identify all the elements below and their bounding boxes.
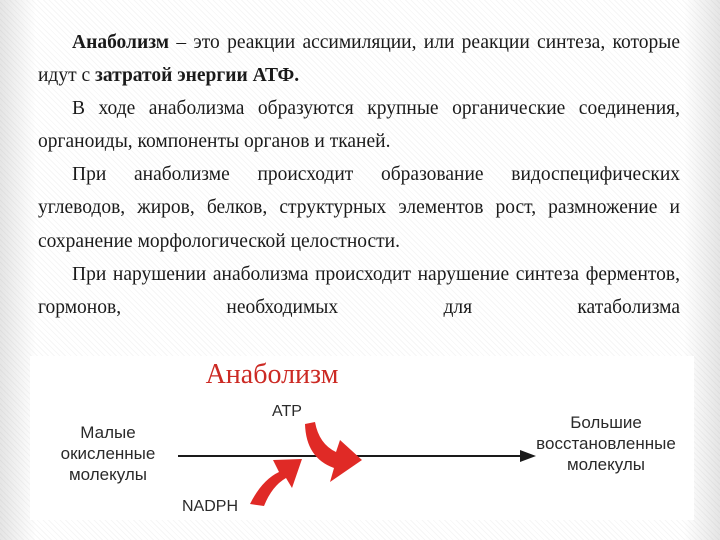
atp-curved-arrow [305,422,362,482]
term-anabolism: Анаболизм [72,32,170,53]
nadph-curved-arrow [250,459,302,506]
left-label-line1: Малые [80,423,136,442]
paragraph-disorders: При нарушении анаболизма происходит нарушение синтеза ферментов, гормонов, необходимых для катаболизма [38,263,680,318]
paragraph-products: В ходе анаболизма образуются крупные органические соединения, органоиды, компоненты органов и тканей. [38,98,680,153]
anabolism-diagram [30,356,694,520]
definition-text: – это реакции ассимиляции, или реакции синтеза, которые идут с [38,32,680,87]
paragraph-definition [38,26,680,92]
paragraph-formation: При анаболизме происходит образование видоспецифических углеводов, жиров, белков, структурных элементов рост, размножение и сохранение морфологической целостности. [38,164,680,252]
right-label-line3: молекулы [566,455,646,474]
atp-label: ATP [272,403,302,420]
atp-energy-text: затратой энергии АТФ. [95,65,300,87]
right-label-line2: восстановленные [536,434,676,453]
left-label-line2: окисленные [60,444,156,463]
nadph-label: NADPH [181,498,239,515]
anabolism-diagram-svg [30,356,694,520]
reaction-arrowhead [520,450,536,462]
left-label-line3: молекулы [68,465,148,484]
diagram-title: Анаболизм [205,359,339,390]
slide-text [38,26,680,324]
right-label-line1: Большие [570,413,642,432]
